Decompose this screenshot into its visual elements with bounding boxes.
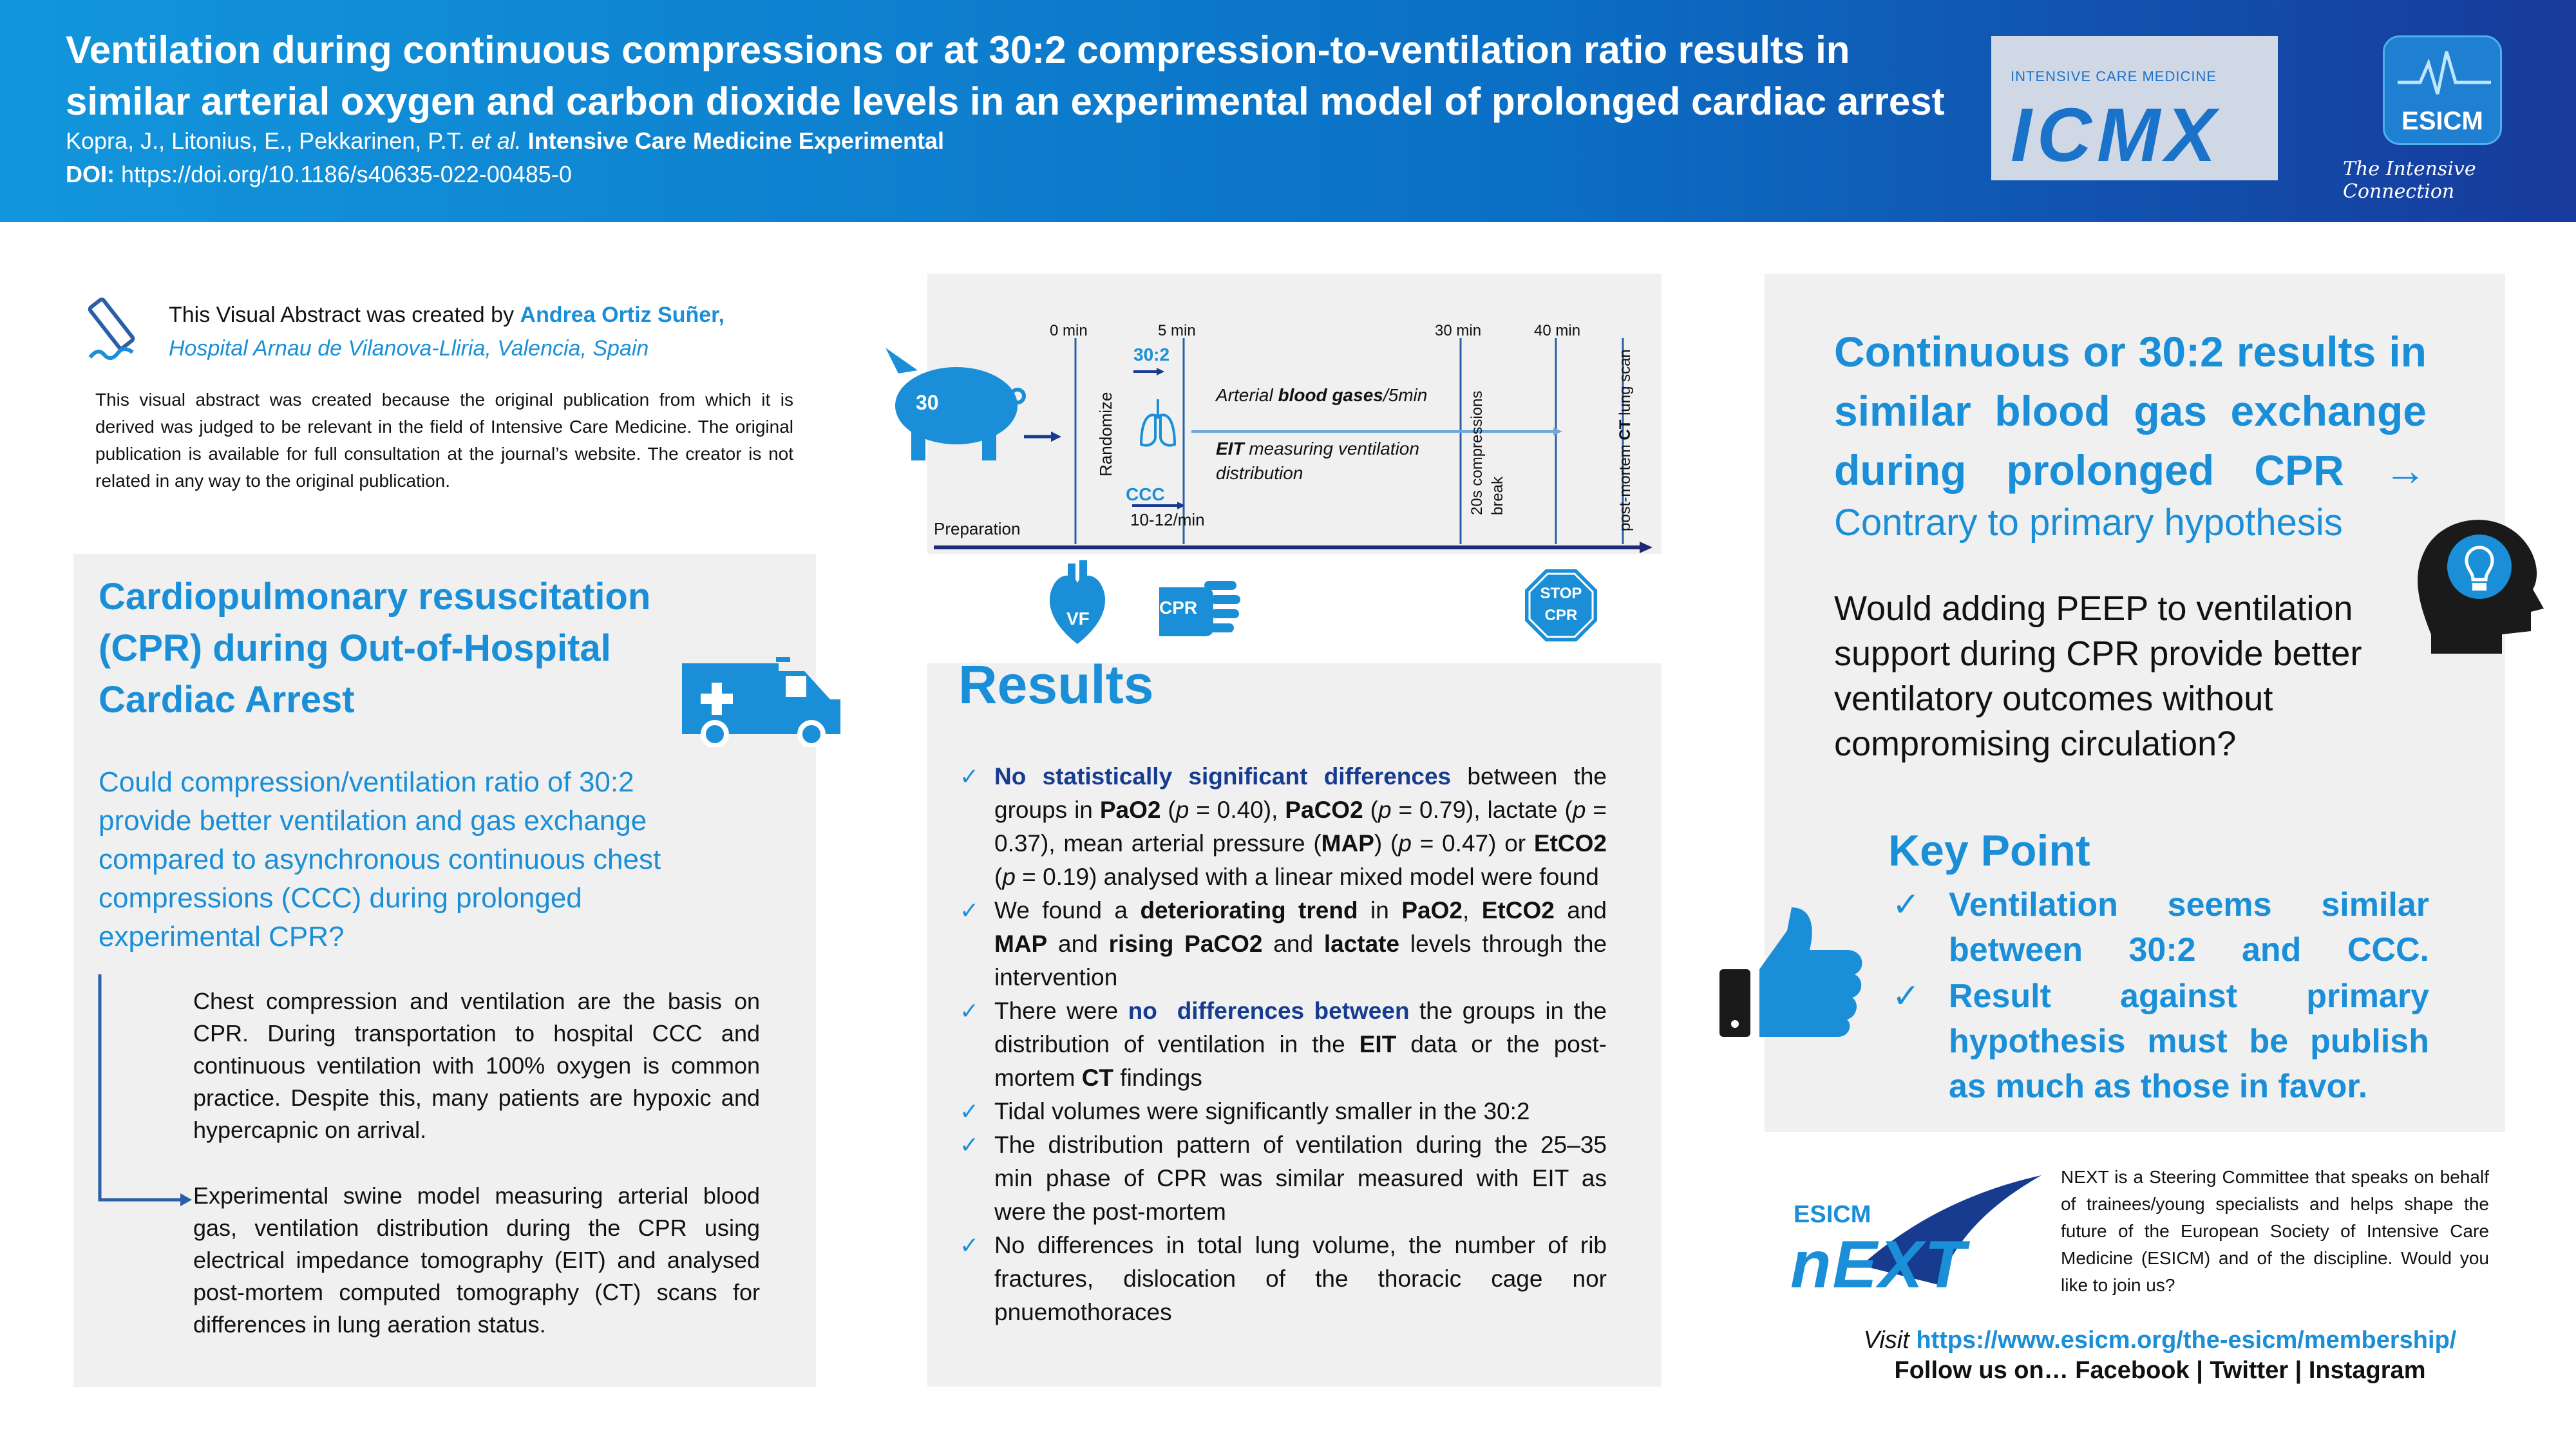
thumbs-up-icon <box>1719 905 1868 1040</box>
visit-line <box>1835 1323 2485 1357</box>
key-point-title: Key Point <box>1888 826 2090 875</box>
break-line2: break <box>1489 476 1506 515</box>
conclusion-text: Continuous or 30:2 results in similar blood gas exchange during prolonged CPR <box>1834 328 2427 494</box>
result-item: ✓ No differences in total lung volume, the number of rib fractures, dislocation of the thoracic cage nor pnuemothoraces <box>960 1229 1607 1329</box>
disclaimer-text: This visual abstract was created because the original publication from which it is derived was judged to be relevant in the field of Intensive Care Medicine. The original publication is available for full consultation at the journal’s website. The creator is not related in any way to the original publication. <box>95 390 793 491</box>
key-point-text: Ventilation seems similar between 30:2 and CCC. <box>1949 886 2429 969</box>
ambulance-icon <box>679 657 844 747</box>
stop-cpr-label <box>1522 583 1600 627</box>
esicm-logo <box>2383 35 2502 145</box>
check-icon: ✓ <box>1892 978 1920 1015</box>
visit-label: Visit <box>1863 1327 1909 1354</box>
heartbeat-icon <box>2385 37 2504 102</box>
stop-word: STOP <box>1540 585 1582 602</box>
ct-pre: post-mortem <box>1616 440 1634 531</box>
left-panel-title: Cardiopulmonary resuscitation (CPR) during Out-of-Hospital Cardiac Arrest <box>99 576 651 721</box>
esicm-tagline: The Intensive Connection <box>2343 158 2476 203</box>
next-logo-big: nEXT <box>1790 1227 1967 1302</box>
result-item: ✓ Tidal volumes were significantly smaller in the 30:2 <box>960 1095 1607 1128</box>
result-item: ✓ No statistically significant differences between the groups in PaO2 (p = 0.40), PaCO2 (p = 0.79), lactate (p = 0.37), mean arterial pressure (MAP) (p = 0.47) or EtCO2 (p = 0.19) analysed with a linear mixed model were found <box>960 760 1607 894</box>
ratio-30-2: 30:2 <box>1133 345 1170 365</box>
check-icon: ✓ <box>960 897 980 923</box>
pig-count: 30 <box>916 391 939 414</box>
conclusion-title <box>1834 322 2427 500</box>
next-description: NEXT is a Steering Committee that speaks on behalf of trainees/young specialists and helps shape the future of the European Society of Intensive Care Medicine (ESICM) and of the discipline. Would you like to join us? <box>2061 1167 2489 1295</box>
stop-cpr-word: CPR <box>1544 607 1578 624</box>
journal-name: Intensive Care Medicine Experimental <box>527 128 944 154</box>
key-point-item <box>1888 882 2429 972</box>
key-point-text: Result against primary hypothesis must be publish as much as those in favor. <box>1949 978 2429 1105</box>
authors: Kopra, J., Litonius, E., Pekkarinen, P.T. <box>66 128 465 154</box>
et-al: et al. <box>471 128 522 154</box>
check-icon: ✓ <box>960 1132 980 1158</box>
ct-scan-label <box>1616 349 1634 531</box>
header-banner <box>0 0 2576 222</box>
paper-title: Ventilation during continuous compressions or at 30:2 compression-to-ventilation ratio results in similar arterial oxygen and carbon dioxide levels in an experimental model of prolonged cardiac arrest <box>66 28 1945 123</box>
preparation-label: Preparation <box>934 519 1021 538</box>
eit-bold: EIT <box>1216 439 1244 459</box>
check-icon: ✓ <box>960 1232 980 1258</box>
icmx-logo-big: ICMX <box>2011 93 2221 178</box>
credit-institution: Hospital Arnau de Vilanova-Lliria, Valencia, Spain <box>169 336 649 361</box>
blood-gases-post: /5min <box>1383 385 1428 405</box>
key-point-list <box>1888 882 2429 1110</box>
next-logo-small: ESICM <box>1794 1201 1871 1228</box>
result-item: ✓ There were no differences between the groups in the distribution of ventilation in the EIT data or the post-mortem CT findings <box>960 994 1607 1095</box>
check-icon: ✓ <box>1892 886 1920 923</box>
ct-bold: CT <box>1616 419 1634 440</box>
esicm-logo-text: ESICM <box>2401 107 2483 135</box>
social-follow: Follow us on… Facebook | Twitter | Instagram <box>1894 1357 2426 1384</box>
blood-gases-pre: Arterial <box>1216 385 1278 405</box>
key-point-item <box>1888 974 2429 1109</box>
randomize-label: Randomize <box>1096 392 1115 477</box>
icmx-logo <box>1991 36 2278 180</box>
credit-author: Andrea Ortiz Suñer, <box>520 303 724 327</box>
esicm-next-logo <box>1790 1175 2048 1302</box>
methods-paragraph: Experimental swine model measuring arterial blood gas, ventilation distribution during the CPR using electrical impedance tomography (EIT) and analysed post-mortem computed tomography (CT) scans for differences in lung aeration status. <box>193 1182 760 1338</box>
icmx-logo-sub: INTENSIVE CARE MEDICINE <box>2011 68 2217 84</box>
flow-arrow <box>90 971 193 1209</box>
conclusion-subtitle: Contrary to primary hypothesis <box>1834 502 2343 544</box>
results-list <box>960 760 1607 1329</box>
check-icon: ✓ <box>960 763 980 790</box>
ccc-rate: 10-12/min <box>1130 510 1205 529</box>
vf-label: VF <box>1066 609 1090 629</box>
pencil-icon <box>84 293 142 367</box>
credit-prefix: This Visual Abstract was created by <box>169 303 515 327</box>
background-paragraph: Chest compression and ventilation are the basis on CPR. During transportation to hospital CCC and continuous ventilation with 100% oxygen is common practice. Despite this, many patients are hypoxic and hypercapnic on arrival. <box>193 988 760 1143</box>
results-title: Results <box>958 654 1154 715</box>
check-icon: ✓ <box>960 998 980 1024</box>
blood-gases-label <box>1216 385 1427 406</box>
time-30min: 30 min <box>1435 322 1482 339</box>
blood-gases-bold: blood gases <box>1278 385 1383 405</box>
doi-label: DOI: <box>66 161 115 187</box>
credit-line <box>169 298 724 365</box>
compression-break-label <box>1467 391 1508 515</box>
lungs-icon <box>1139 399 1177 451</box>
right-arrow-icon: → <box>2384 446 2427 494</box>
time-0min: 0 min <box>1050 322 1088 339</box>
check-icon: ✓ <box>960 1098 980 1124</box>
break-line1: 20s compressions <box>1468 390 1486 515</box>
result-item: ✓ The distribution pattern of ventilation during the 25–35 min phase of CPR was similar measured with EIT as were the post-mortem <box>960 1128 1607 1229</box>
membership-link[interactable]: https://www.esicm.org/the-esicm/membership/ <box>1916 1327 2457 1354</box>
ccc-label: CCC <box>1126 484 1165 504</box>
cpr-label: CPR <box>1159 598 1198 618</box>
ct-post: lung scan <box>1616 349 1634 420</box>
doi-line <box>66 161 572 188</box>
head-lightbulb-icon <box>2405 506 2553 654</box>
result-item: ✓ We found a deteriorating trend in PaO2, EtCO2 and MAP and rising PaCO2 and lactate levels through the intervention <box>960 894 1607 994</box>
eit-label <box>1216 437 1486 486</box>
authors-line <box>66 128 944 155</box>
heart-icon <box>1042 560 1113 647</box>
left-panel-question: Could compression/ventilation ratio of 30:2 provide better ventilation and gas exchange compared to asynchronous continuous chest compressions (CCC) during prolonged experimental CPR? <box>99 766 661 952</box>
future-question: Would adding PEEP to ventilation support during CPR provide better ventilatory outcomes without compromising circulation? <box>1834 589 2362 763</box>
doi-link[interactable]: https://doi.org/10.1186/s40635-022-00485-0 <box>121 161 572 187</box>
time-5min: 5 min <box>1158 322 1196 339</box>
eit-rest: measuring ventilation distribution <box>1216 439 1419 483</box>
time-40min: 40 min <box>1534 322 1581 339</box>
